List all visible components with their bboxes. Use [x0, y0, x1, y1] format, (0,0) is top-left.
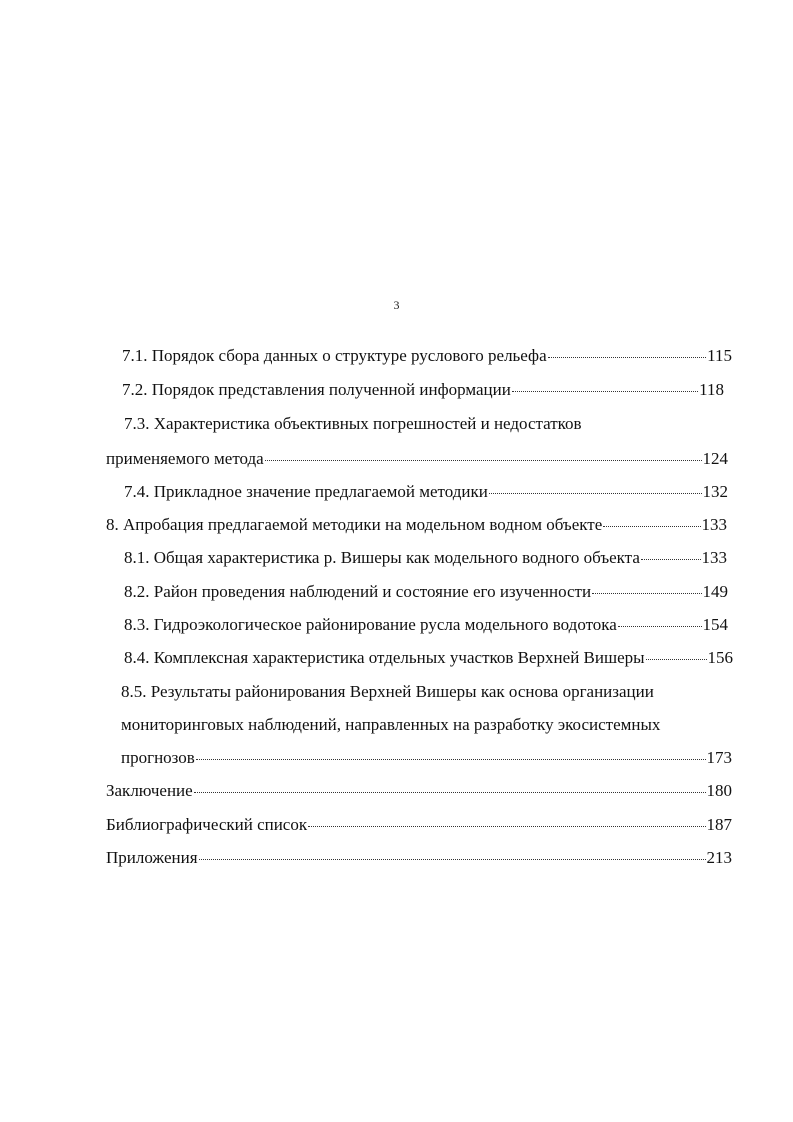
toc-entry-page: 187 [706, 815, 732, 834]
dot-leader [512, 390, 698, 392]
toc-entry-title: прогнозов [121, 748, 195, 767]
toc-entry-7-1[interactable] [122, 346, 732, 366]
toc-entry-title: Заключение [106, 781, 193, 800]
toc-entry-8-3[interactable] [124, 615, 728, 635]
toc-entry-conclusion[interactable] [106, 781, 732, 801]
toc-entry-page: 180 [706, 781, 732, 800]
toc-entry-title: 8.2. Район проведения наблюдений и состояние его изученности [124, 582, 592, 601]
toc-entry-title: 7.4. Прикладное значение предлагаемой методики [124, 482, 488, 501]
toc-entry-title: 7.2. Порядок представления полученной информации [122, 380, 511, 399]
toc-entry-title: Библиографический список [106, 815, 308, 834]
toc-entry-title: 8.4. Комплексная характеристика отдельных участков Верхней Вишеры [124, 648, 645, 667]
toc-entry-page: 124 [702, 449, 728, 468]
toc-entry-appendices[interactable] [106, 848, 732, 868]
toc-entry-page: 115 [707, 346, 732, 365]
toc-entry-title-line: 8.5. Результаты районирования Верхней Вишеры как основа организации [121, 682, 654, 701]
dot-leader [265, 459, 702, 461]
toc-entry-title: 8.3. Гидроэкологическое районирование русла модельного водотока [124, 615, 617, 634]
toc-entry-page: 154 [702, 615, 728, 634]
dot-leader [308, 825, 705, 827]
toc-entry-title: Приложения [106, 848, 198, 867]
toc-entry-7-4[interactable] [124, 482, 728, 502]
toc-entry-8-4[interactable] [124, 648, 733, 668]
toc-entry-page: 213 [706, 848, 732, 867]
dot-leader [592, 592, 701, 594]
dot-leader [618, 625, 702, 627]
toc-entry-7-2[interactable] [122, 380, 724, 400]
toc-entry-continuation [106, 449, 728, 469]
toc-entry-bibliography[interactable] [106, 815, 732, 835]
toc-entry-page: 133 [701, 515, 727, 534]
toc-entry-8-2[interactable] [124, 582, 728, 602]
toc-entry-page: 132 [702, 482, 728, 501]
toc-entry-title-line: 7.3. Характеристика объективных погрешностей и недостатков [124, 414, 582, 433]
dot-leader [641, 558, 701, 560]
dot-leader [489, 492, 702, 494]
dot-leader [646, 658, 707, 660]
toc-entry-page: 173 [706, 748, 732, 767]
toc-entry-page: 149 [702, 582, 728, 601]
toc-entry-title: 8. Апробация предлагаемой методики на модельном водном объекте [106, 515, 603, 534]
page-number: 3 [393, 298, 400, 312]
toc-entry-page: 133 [701, 548, 727, 567]
toc-entry-8-1[interactable] [124, 548, 727, 568]
dot-leader [603, 525, 700, 527]
toc-entry-title: 8.1. Общая характеристика р. Вишеры как модельного водного объекта [124, 548, 640, 567]
dot-leader [199, 858, 706, 860]
dot-leader [194, 791, 706, 793]
toc-entry-title: применяемого метода [106, 449, 264, 468]
dot-leader [196, 758, 706, 760]
toc-entry-page: 118 [699, 380, 724, 399]
toc-entry-page: 156 [707, 648, 733, 667]
dot-leader [548, 356, 707, 358]
toc-entry-title-line: мониторинговых наблюдений, направленных на разработку экосистемных [121, 715, 661, 734]
toc-entry-8[interactable] [106, 515, 727, 535]
toc-entry-title: 7.1. Порядок сбора данных о структуре руслового рельефа [122, 346, 547, 365]
toc-entry-continuation [121, 748, 732, 768]
